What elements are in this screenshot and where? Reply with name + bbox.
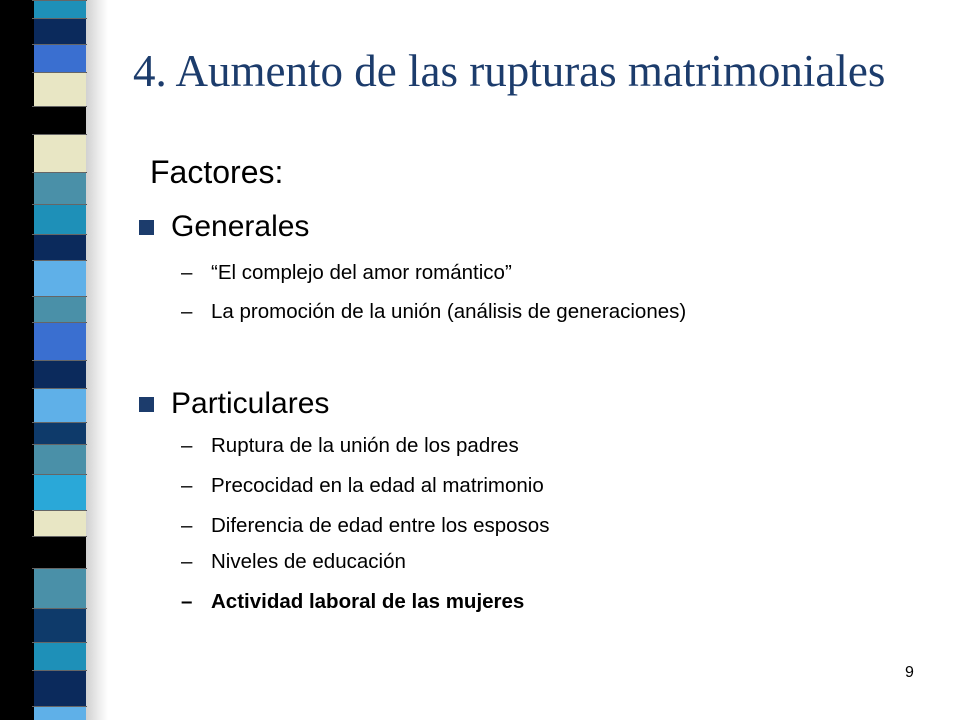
bar-divider [32,204,87,205]
bar-divider [32,72,87,73]
decorative-side-bar [0,0,125,720]
bar-stripe [34,322,86,360]
list-item-text: Diferencia de edad entre los esposos [211,514,550,537]
list-item-text: “El complejo del amor romántico” [211,261,512,284]
list-item-text: Precocidad en la edad al matrimonio [211,474,544,497]
bar-stripe [34,106,86,134]
bar-divider [32,568,87,569]
list-item [181,299,686,325]
bar-divider [32,388,87,389]
bar-stripe [34,134,86,172]
bar-divider [32,172,87,173]
slide-title: 4. Aumento de las rupturas matrimoniales [133,46,886,96]
dash-marker: – [181,300,193,323]
bar-stripe [34,388,86,422]
bar-stripe [34,0,86,18]
list-item [181,513,549,539]
bar-divider [32,642,87,643]
bar-divider [32,44,87,45]
bar-stripe [34,360,86,388]
list-item [181,589,524,615]
bar-stripe [34,568,86,608]
bar-divider [32,134,87,135]
list-item-text: Actividad laboral de las mujeres [211,590,525,613]
slide-subtitle: Factores: [150,154,284,190]
bar-divider [32,706,87,707]
square-bullet-icon [139,220,154,235]
list-item [181,260,512,286]
bar-divider [32,234,87,235]
bar-stripe [34,706,86,720]
bar-stripe [34,296,86,322]
bar-divider [32,670,87,671]
bar-divider [32,322,87,323]
bar-stripe [34,18,86,44]
bar-stripe [34,204,86,234]
dash-marker: – [181,514,193,537]
bar-stripe [34,444,86,474]
list-item-text: La promoción de la unión (análisis de generaciones) [211,300,687,323]
side-bar-background [0,0,34,720]
bar-stripe [34,44,86,72]
bar-stripe [34,422,86,444]
bar-stripe [34,260,86,296]
bar-divider [32,106,87,107]
bar-divider [32,0,87,1]
bar-divider [32,444,87,445]
bar-divider [32,536,87,537]
bar-stripe [34,642,86,670]
bar-divider [32,608,87,609]
bar-shadow [86,0,108,720]
bar-divider [32,18,87,19]
square-bullet-icon [139,397,154,412]
bar-stripe [34,510,86,536]
list-item [181,433,519,459]
dash-marker: – [181,434,193,457]
bar-stripe [34,172,86,204]
bar-stripe [34,234,86,260]
dash-marker: – [181,474,193,497]
bar-stripe [34,536,86,568]
bar-divider [32,360,87,361]
list-item [181,549,406,575]
bar-stripe [34,608,86,642]
bar-divider [32,474,87,475]
bar-stripe [34,72,86,106]
bar-divider [32,422,87,423]
bar-divider [32,296,87,297]
bar-stripe [34,670,86,706]
page-number: 9 [905,664,914,681]
dash-marker: – [181,590,193,613]
list-item-text: Niveles de educación [211,550,406,573]
section-label: Generales [171,210,310,243]
bar-stripe [34,474,86,510]
list-item-text: Ruptura de la unión de los padres [211,434,519,457]
bar-divider [32,260,87,261]
list-item [181,473,544,499]
dash-marker: – [181,550,193,573]
section-label: Particulares [171,387,330,420]
dash-marker: – [181,261,193,284]
bar-divider [32,510,87,511]
